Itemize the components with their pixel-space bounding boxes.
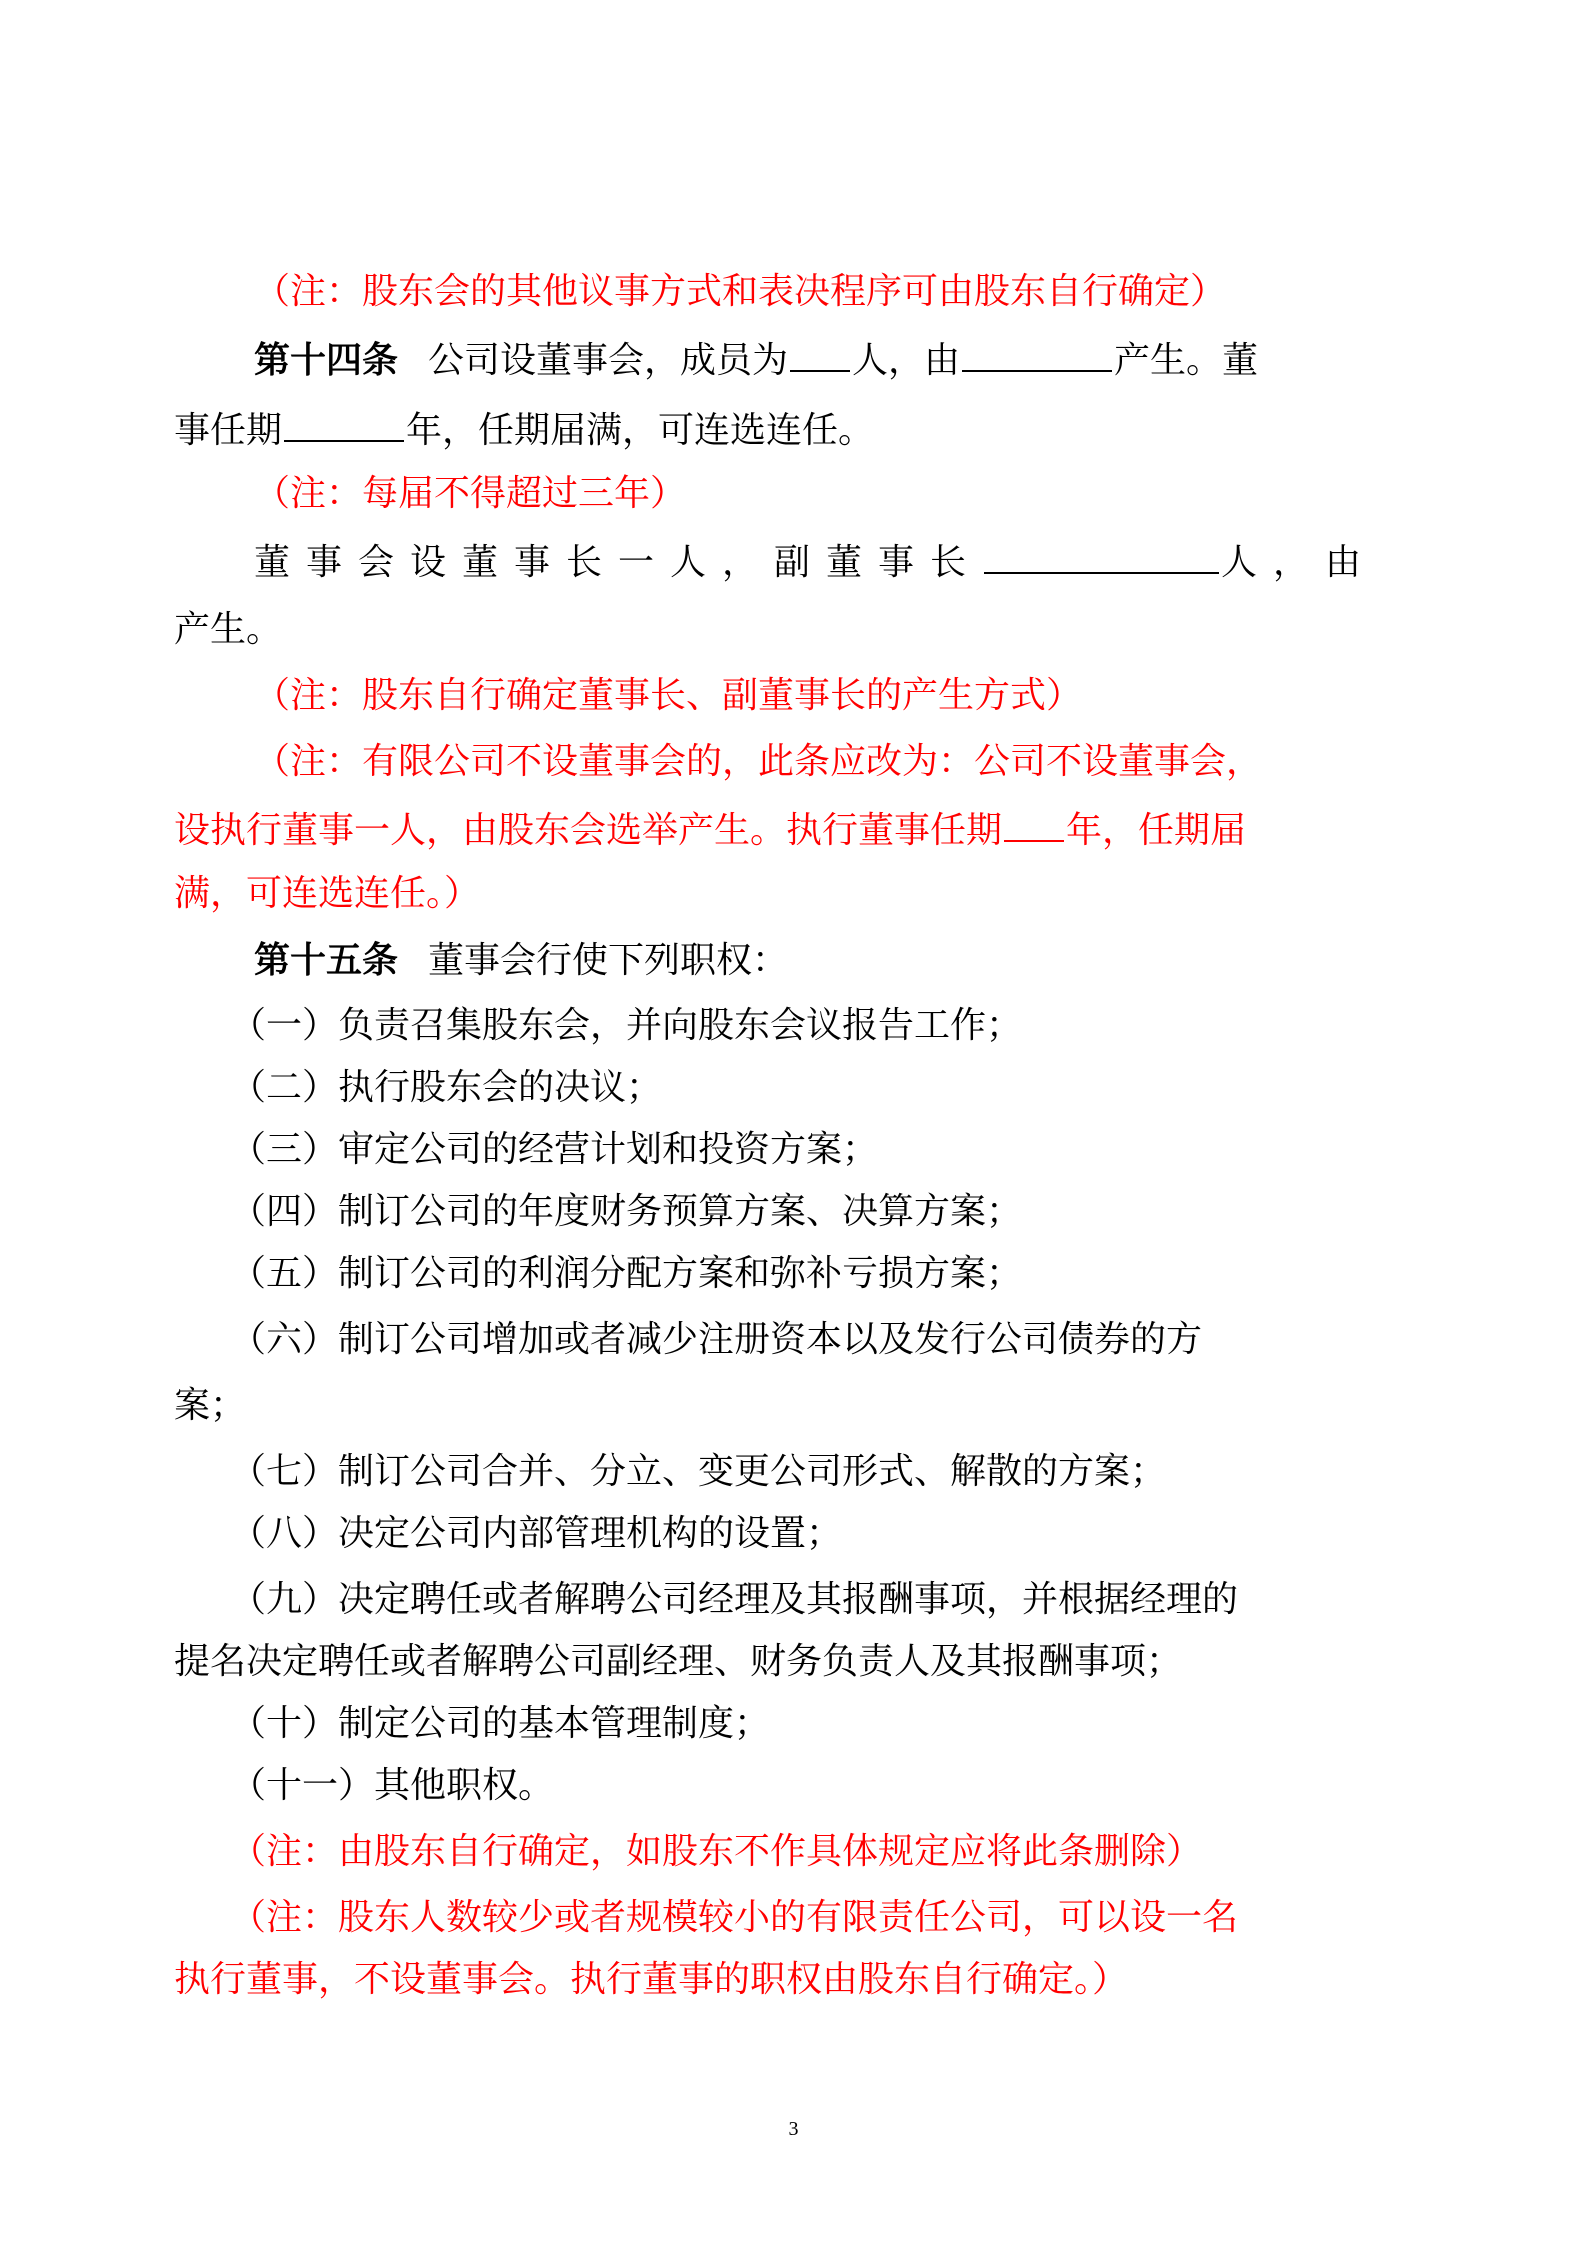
article-14-text-4: 事任期 bbox=[174, 410, 283, 451]
exec-term-blank bbox=[1004, 798, 1064, 842]
power-item-8: （八）决定公司内部管理机构的设置； bbox=[230, 1513, 843, 1554]
article-14-text-1: 公司设董事会，成员为 bbox=[428, 340, 789, 381]
power-item-5: （五）制订公司的利润分配方案和弥补亏损方案； bbox=[230, 1253, 1023, 1294]
chairman-line-1 bbox=[174, 530, 1500, 590]
power-item-10: （十）制定公司的基本管理制度； bbox=[230, 1703, 771, 1744]
article-15-heading: 第十五条 bbox=[254, 939, 399, 981]
note-no-board-text-1: 设执行董事一人，由股东会选举产生。执行董事任期 bbox=[174, 810, 1003, 851]
power-item-1: （一）负责召集股东会，并向股东会议报告工作； bbox=[230, 1005, 1023, 1046]
power-item-6-line-2: 案； bbox=[174, 1385, 247, 1426]
vice-chairman-blank bbox=[984, 530, 1219, 574]
power-item-11: （十一）其他职权。 bbox=[230, 1765, 555, 1806]
note-term-limit: （注：每届不得超过三年） bbox=[254, 473, 687, 514]
article-14-line-2 bbox=[174, 398, 1420, 458]
note-no-board-line-1: （注：有限公司不设董事会的，此条应改为：公司不设董事会， bbox=[254, 741, 1263, 782]
article-14-text-2: 人，由 bbox=[852, 340, 961, 381]
note-small-company-line-1: （注：股东人数较少或者规模较小的有限责任公司，可以设一名 bbox=[230, 1897, 1239, 1938]
power-item-7: （七）制订公司合并、分立、变更公司形式、解散的方案； bbox=[230, 1451, 1167, 1492]
power-item-6-line-1: （六）制订公司增加或者减少注册资本以及发行公司债券的方 bbox=[230, 1319, 1203, 1360]
power-item-3: （三）审定公司的经营计划和投资方案； bbox=[230, 1129, 879, 1170]
note-voting-procedure: （注：股东会的其他议事方式和表决程序可由股东自行确定） bbox=[254, 271, 1227, 312]
page-number: 3 bbox=[788, 2118, 799, 2140]
power-item-9-line-2: 提名决定聘任或者解聘公司副经理、财务负责人及其报酬事项； bbox=[174, 1641, 1183, 1682]
board-size-blank bbox=[790, 328, 850, 372]
note-powers-optional: （注：由股东自行确定，如股东不作具体规定应将此条删除） bbox=[230, 1831, 1203, 1872]
power-item-9-line-1: （九）决定聘任或者解聘公司经理及其报酬事项，并根据经理的 bbox=[230, 1579, 1239, 1620]
article-14-heading: 第十四条 bbox=[254, 339, 399, 381]
article-15-text: 董事会行使下列职权： bbox=[428, 940, 789, 981]
board-origin-blank bbox=[962, 328, 1112, 372]
note-no-board-line-3: 满，可连选连任。） bbox=[174, 873, 481, 914]
term-length-blank bbox=[284, 398, 404, 442]
note-chairman-selection: （注：股东自行确定董事长、副董事长的产生方式） bbox=[254, 675, 1083, 716]
note-small-company-line-2: 执行董事，不设董事会。执行董事的职权由股东自行确定。） bbox=[174, 1959, 1129, 2000]
note-no-board-text-2: 年，任期届 bbox=[1066, 810, 1247, 851]
article-15-line bbox=[174, 930, 1500, 990]
article-14-text-5: 年，任期届满，可连选连任。 bbox=[406, 410, 875, 451]
chairman-text-1: 董事会设董事长一人，副董事长 bbox=[254, 542, 983, 583]
article-14-line-1 bbox=[174, 328, 1500, 388]
power-item-4: （四）制订公司的年度财务预算方案、决算方案； bbox=[230, 1191, 1023, 1232]
chairman-line-2: 产生。 bbox=[174, 609, 283, 650]
power-item-2: （二）执行股东会的决议； bbox=[230, 1067, 663, 1108]
note-no-board-line-2 bbox=[174, 798, 1420, 858]
article-14-text-3: 产生。董 bbox=[1114, 340, 1259, 381]
chairman-text-2: 人，由 bbox=[1221, 542, 1378, 583]
